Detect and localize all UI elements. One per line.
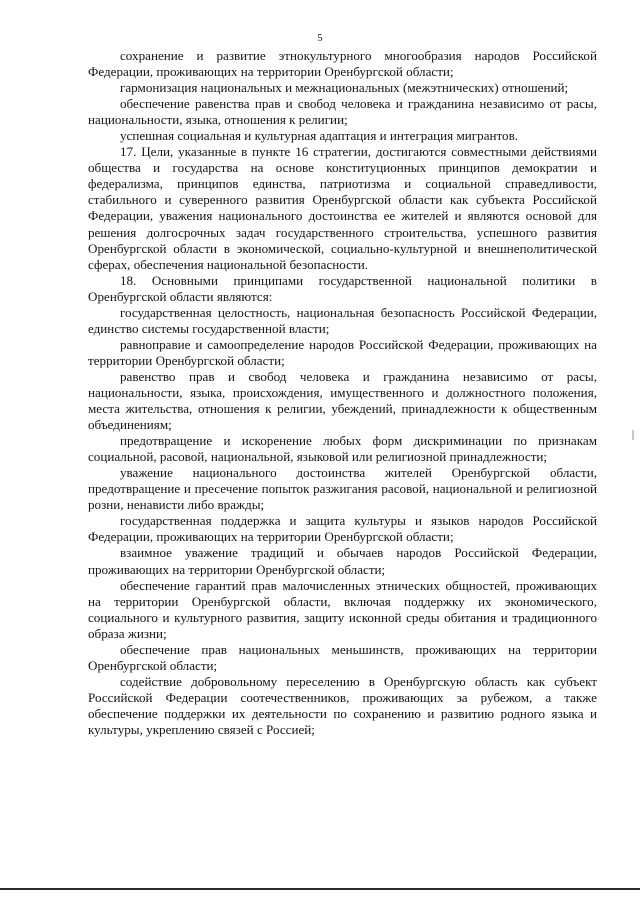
paragraph-17: 17. Цели, указанные в пункте 16 стратегии, достигаются совместными действиями общества и государства на основе конституционных принципов демократии и федерализма, принципов единства, патриотизма и социальной справедливости, стабильного и суверенного развития Оренбургской области как субъекта Российской Федерации, уважения национального достоинства ее жителей и являются основой для решения долгосрочных задач государственного строительства, успешного развития Оренбургской области в экономической, социально-культурной и внешнеполитической сферах, обеспечения национальной безопасности. bbox=[88, 144, 597, 272]
paragraph: взаимное уважение традиций и обычаев народов Российской Федерации, проживающих на территории Оренбургской области; bbox=[88, 545, 597, 577]
paragraph: государственная поддержка и защита культуры и языков народов Российской Федерации, проживающих на территории Оренбургской области; bbox=[88, 513, 597, 545]
paragraph: сохранение и развитие этнокультурного многообразия народов Российской Федерации, проживающих на территории Оренбургской области; bbox=[88, 48, 597, 80]
bottom-rule bbox=[0, 888, 640, 890]
paragraph: предотвращение и искоренение любых форм дискриминации по признакам социальной, расовой, национальной, языковой или религиозной принадлежности; bbox=[88, 433, 597, 465]
paragraph: обеспечение прав национальных меньшинств, проживающих на территории Оренбургской области; bbox=[88, 641, 597, 673]
paragraph: уважение национального достоинства жителей Оренбургской области, предотвращение и пресечение попыток разжигания расовой, национальной и религиозной розни, ненависти либо вражды; bbox=[88, 465, 597, 513]
paragraph: обеспечение равенства прав и свобод человека и гражданина независимо от расы, национальности, языка, отношения к религии; bbox=[88, 96, 597, 128]
paragraph: успешная социальная и культурная адаптация и интеграция мигрантов. bbox=[120, 128, 519, 144]
paragraph: обеспечение гарантий прав малочисленных этнических общностей, проживающих на территории Оренбургской области, включая поддержку их экономического, социального и культурного развития, защиту исконной среды обитания и традиционного образа жизни; bbox=[88, 577, 597, 641]
paragraph-18: 18. Основными принципами государственной национальной политики в Оренбургской области являются: bbox=[88, 272, 597, 304]
page-number: 5 bbox=[317, 33, 323, 44]
paragraph: равенство прав и свобод человека и гражданина независимо от расы, национальности, языка, происхождения, имущественного и должностного положения, места жительства, отношения к религии, убеждений, принадлежности к общественным объединениям; bbox=[88, 368, 597, 433]
paragraph: гармонизация национальных и межнациональных (межэтнических) отношений; bbox=[120, 80, 569, 96]
paragraph: содействие добровольному переселению в Оренбургскую область как субъект Российской Федерации соотечественников, проживающих за рубежом, а также обеспечение поддержки их деятельности по сохранению и развитию родного языка и культуры, укреплению связей с Россией; bbox=[88, 673, 597, 737]
scan-artifact bbox=[632, 430, 634, 440]
paragraph: равноправие и самоопределение народов Российской Федерации, проживающих на территории Оренбургской области; bbox=[88, 336, 597, 368]
paragraph: государственная целостность, национальная безопасность Российской Федерации, единство системы государственной власти; bbox=[88, 304, 597, 336]
document-body bbox=[88, 48, 597, 738]
